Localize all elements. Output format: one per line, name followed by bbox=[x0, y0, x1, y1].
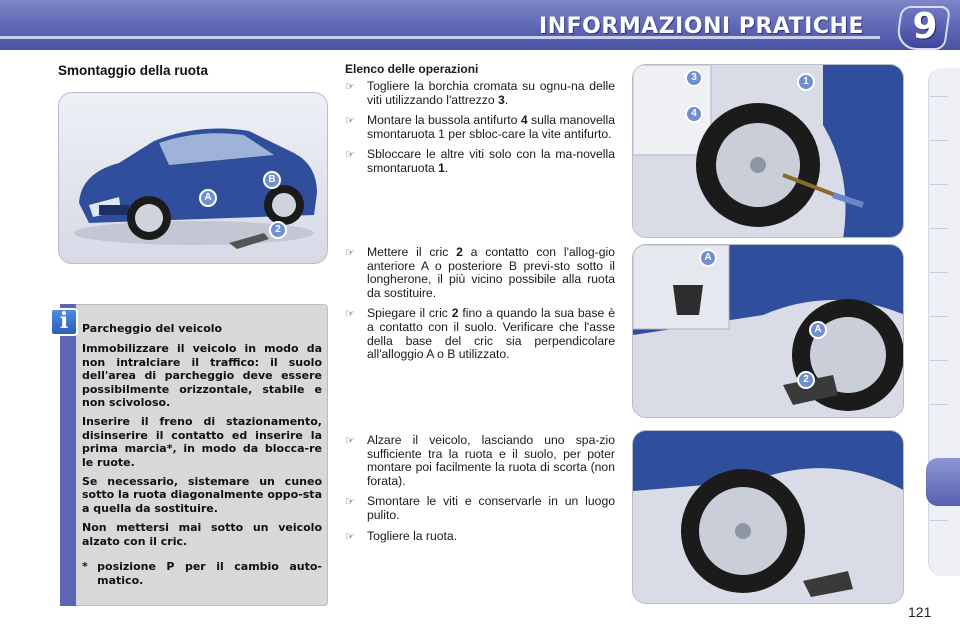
chapter-tab-active[interactable] bbox=[926, 458, 960, 506]
operations-group-3 bbox=[345, 434, 615, 550]
hand-pointer-icon: ☞ bbox=[345, 114, 355, 128]
tab-divider bbox=[930, 316, 948, 317]
chapter-title: INFORMAZIONI PRATICHE bbox=[539, 14, 864, 39]
step-item: ☞ Alzare il veicolo, lasciando uno spa-zio sufficiente tra la ruota e il suolo, per poter montare poi facilmente la ruota di scorta (non forata). bbox=[345, 433, 615, 488]
step-item: ☞ Sbloccare le altre viti solo con la ma-novella smontaruota 1. bbox=[345, 147, 615, 175]
step-item: ☞ Spiegare il cric 2 fino a quando la sua base è a contatto con il suolo. Verificare che l'asse della base del cric sia perpendicolare all'alloggio A o B utilizzato. bbox=[345, 306, 615, 362]
tab-divider bbox=[930, 404, 948, 405]
tab-divider bbox=[930, 272, 948, 273]
step-item: ☞ Togliere la borchia cromata su ognu-na delle viti utilizzando l'attrezzo 3. bbox=[345, 79, 615, 107]
car-illustration bbox=[58, 92, 328, 264]
info-paragraph: Inserire il freno di stazionamento, disinserire il contatto ed inserire la prima marcia*, in modo da blocca-re le ruote. bbox=[82, 415, 322, 469]
chapter-number: 9 bbox=[912, 6, 938, 47]
footnote-mark: * bbox=[82, 560, 88, 574]
label-a: A bbox=[809, 321, 827, 339]
operations-title: Elenco delle operazioni bbox=[345, 62, 479, 76]
label-1: 1 bbox=[797, 73, 815, 91]
info-icon: i bbox=[50, 308, 78, 336]
label-4: 4 bbox=[685, 105, 703, 123]
info-stripe bbox=[60, 304, 76, 606]
step-item: ☞ Montare la bussola antifurto 4 sulla manovella smontaruota 1 per sbloc-care la vite antifurto. bbox=[345, 113, 615, 141]
label-2: 2 bbox=[269, 221, 287, 239]
footnote-text: posizione P per il cambio auto-matico. bbox=[97, 560, 322, 587]
step-item: ☞ Mettere il cric 2 a contatto con l'allog-gio anteriore A o posteriore B previ-sto sotto il longherone, il più vicino possibile alla ruota da sostituire. bbox=[345, 245, 615, 300]
operations-group-1 bbox=[345, 80, 615, 183]
footnote bbox=[82, 560, 322, 587]
jack-placement-illustration bbox=[632, 244, 904, 418]
label-a: A bbox=[199, 189, 217, 207]
hand-pointer-icon: ☞ bbox=[345, 246, 355, 259]
info-content bbox=[82, 322, 322, 587]
tab-divider bbox=[930, 228, 948, 229]
step-item: ☞ Togliere la ruota. bbox=[345, 528, 458, 543]
label-2: 2 bbox=[797, 371, 815, 389]
page-number: 121 bbox=[908, 604, 932, 620]
tab-divider bbox=[930, 140, 948, 141]
operations-group-2 bbox=[345, 246, 615, 369]
label-3: 3 bbox=[685, 69, 703, 87]
wheel-bolts-illustration bbox=[632, 64, 904, 238]
tab-divider bbox=[930, 96, 948, 97]
info-paragraph: Non mettersi mai sotto un veicolo alzato con il cric. bbox=[82, 521, 322, 548]
info-title: Parcheggio del veicolo bbox=[82, 322, 223, 335]
tab-divider bbox=[930, 520, 948, 521]
step-item: ☞ Smontare le viti e conservarle in un luogo pulito. bbox=[345, 494, 615, 522]
hand-pointer-icon: ☞ bbox=[345, 307, 355, 321]
section-title: Smontaggio della ruota bbox=[58, 63, 209, 78]
hand-pointer-icon: ☞ bbox=[345, 434, 355, 447]
tab-divider bbox=[930, 184, 948, 185]
wheel-removal-illustration bbox=[632, 430, 904, 604]
info-paragraph: Se necessario, sistemare un cuneo sotto la ruota diagonalmente oppo-sta a quella da sostituire. bbox=[82, 475, 322, 515]
label-b: B bbox=[263, 171, 281, 189]
info-paragraph: Immobilizzare il veicolo in modo da non intralciare il traffico: il suolo dell'area di parcheggio deve essere possibilmente orizzontale, stabile e non scivoloso. bbox=[82, 342, 322, 410]
hand-pointer-icon: ☞ bbox=[345, 148, 355, 162]
hand-pointer-icon: ☞ bbox=[345, 529, 355, 543]
hand-pointer-icon: ☞ bbox=[345, 495, 355, 509]
tab-divider bbox=[930, 360, 948, 361]
label-a: A bbox=[699, 249, 717, 267]
hand-pointer-icon: ☞ bbox=[345, 80, 355, 93]
